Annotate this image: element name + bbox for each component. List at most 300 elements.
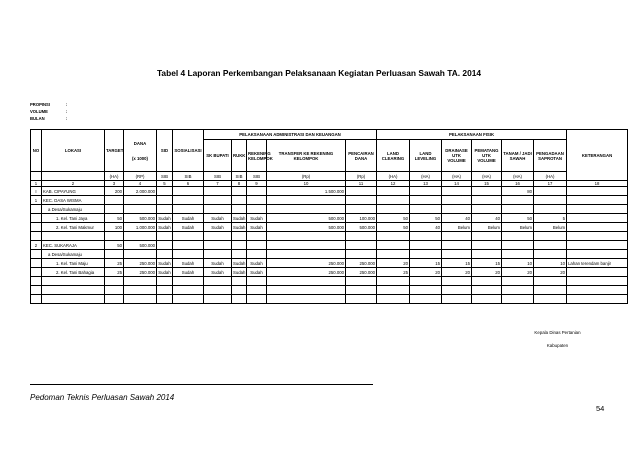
table-cell bbox=[204, 241, 232, 250]
column-number-cell: 18 bbox=[567, 181, 628, 187]
table-cell bbox=[410, 232, 442, 241]
table-cell bbox=[346, 277, 377, 286]
table-cell: 50 bbox=[410, 214, 442, 223]
table-cell bbox=[124, 196, 157, 205]
table-cell: 250.000 bbox=[267, 259, 346, 268]
column-number-cell: 9 bbox=[247, 181, 267, 187]
table-cell bbox=[157, 250, 173, 259]
table-cell: Sudah bbox=[247, 259, 267, 268]
table-cell bbox=[31, 295, 42, 304]
table-cell bbox=[157, 286, 173, 295]
table-cell bbox=[377, 196, 410, 205]
column-number-cell: 15 bbox=[472, 181, 502, 187]
unit-cell: (HA) bbox=[442, 172, 472, 181]
table-cell bbox=[157, 295, 173, 304]
table-cell bbox=[410, 286, 442, 295]
footer-text: Pedoman Teknis Perluasan Sawah 2014 bbox=[30, 393, 175, 402]
table-cell bbox=[232, 286, 247, 295]
header-drainase: DRAINASE UTK VOLUME bbox=[442, 140, 472, 172]
table-cell bbox=[346, 187, 377, 196]
table-cell: Belum bbox=[442, 223, 472, 232]
table-cell bbox=[472, 187, 502, 196]
table-cell bbox=[410, 277, 442, 286]
header-dana-unit: (x 1000) bbox=[131, 155, 148, 161]
table-cell bbox=[204, 250, 232, 259]
table-cell bbox=[502, 286, 534, 295]
table-cell bbox=[157, 241, 173, 250]
table-row bbox=[31, 259, 628, 268]
table-cell bbox=[247, 295, 267, 304]
table-cell bbox=[31, 286, 42, 295]
table-cell bbox=[173, 187, 204, 196]
table-cell: Sudah bbox=[204, 259, 232, 268]
table-cell bbox=[346, 286, 377, 295]
table-cell bbox=[472, 277, 502, 286]
header-pengadaan: PENGADAAN SAPROTAN bbox=[534, 140, 567, 172]
table-cell bbox=[567, 187, 628, 196]
table-cell bbox=[346, 196, 377, 205]
header-land-leveling: LAND LEVELING bbox=[410, 140, 442, 172]
table-cell bbox=[232, 250, 247, 259]
header-rekening: REKENING KELOMPOK bbox=[247, 140, 267, 172]
signature-region: Kabupaten bbox=[546, 343, 569, 348]
meta-label: BULAN bbox=[30, 116, 45, 121]
column-number-cell: 16 bbox=[502, 181, 534, 187]
column-number-cell: 3 bbox=[105, 181, 124, 187]
table-cell bbox=[567, 250, 628, 259]
meta-separator: : bbox=[66, 102, 68, 107]
table-cell: 250.000 bbox=[124, 259, 157, 268]
table-cell: Sudah bbox=[247, 223, 267, 232]
table-cell bbox=[377, 187, 410, 196]
header-pematang: PEMATANG UTK VOLUME bbox=[472, 140, 502, 172]
table-cell bbox=[173, 232, 204, 241]
table-cell bbox=[157, 277, 173, 286]
table-cell bbox=[204, 232, 232, 241]
table-cell: 1.000.000 bbox=[124, 223, 157, 232]
table-cell bbox=[31, 268, 42, 277]
table-row bbox=[31, 205, 628, 214]
table-cell bbox=[105, 232, 124, 241]
table-cell bbox=[534, 286, 567, 295]
table-cell: Sudah bbox=[247, 214, 267, 223]
table-cell bbox=[105, 196, 124, 205]
table-cell bbox=[267, 196, 346, 205]
table-cell: 2 bbox=[31, 241, 42, 250]
units-row bbox=[31, 172, 628, 181]
table-cell bbox=[204, 277, 232, 286]
table-cell bbox=[31, 232, 42, 241]
table-cell: 20 bbox=[410, 268, 442, 277]
unit-cell: SIB bbox=[247, 172, 267, 181]
table-cell bbox=[42, 286, 105, 295]
table-cell bbox=[567, 232, 628, 241]
table-cell: 25 bbox=[377, 268, 410, 277]
table-cell: Sudah bbox=[173, 268, 204, 277]
meta-propinsi bbox=[30, 102, 68, 107]
table-cell bbox=[267, 241, 346, 250]
table-cell bbox=[472, 286, 502, 295]
table-cell bbox=[567, 295, 628, 304]
table-cell bbox=[105, 295, 124, 304]
table-cell bbox=[105, 205, 124, 214]
table-cell: KEC. SUKARAJA bbox=[42, 241, 105, 250]
unit-cell: (HA) bbox=[410, 172, 442, 181]
table-cell: KEC. DASA WISMA bbox=[42, 196, 105, 205]
signature-title: Kepala Dinas Pertanian bbox=[534, 330, 581, 335]
table-cell bbox=[472, 232, 502, 241]
table-cell bbox=[105, 286, 124, 295]
table-row bbox=[31, 187, 628, 196]
table-cell bbox=[346, 232, 377, 241]
table-cell: 20 bbox=[534, 268, 567, 277]
unit-cell: (HA) bbox=[105, 172, 124, 181]
table-cell bbox=[247, 205, 267, 214]
table-cell bbox=[567, 223, 628, 232]
unit-cell: (HA) bbox=[377, 172, 410, 181]
table-cell bbox=[232, 187, 247, 196]
document-title: Tabel 4 Laporan Perkembangan Pelaksanaan Kegiatan Perluasan Sawah TA. 2014 bbox=[156, 68, 482, 78]
table-cell bbox=[247, 241, 267, 250]
table-cell: 2. Kel. Tani Bahagia bbox=[42, 268, 105, 277]
unit-cell: SIB bbox=[157, 172, 173, 181]
table-cell bbox=[42, 277, 105, 286]
table-cell bbox=[232, 205, 247, 214]
table-cell: 500.000 bbox=[124, 241, 157, 250]
table-cell bbox=[124, 232, 157, 241]
table-cell: Sudah bbox=[173, 214, 204, 223]
table-cell: 250.000 bbox=[346, 268, 377, 277]
table-cell: Sudah bbox=[158, 215, 171, 221]
table-cell bbox=[534, 250, 567, 259]
column-number-cell: 14 bbox=[442, 181, 472, 187]
table-cell bbox=[247, 187, 267, 196]
table-cell bbox=[173, 286, 204, 295]
column-number-cell: 7 bbox=[204, 181, 232, 187]
table-cell: 25 bbox=[105, 268, 124, 277]
table-cell: Sudah bbox=[158, 260, 171, 266]
table-cell bbox=[502, 232, 534, 241]
column-number-cell: 10 bbox=[267, 181, 346, 187]
table-cell: 500.000 bbox=[346, 223, 377, 232]
table-cell bbox=[232, 232, 247, 241]
table-cell: 20 bbox=[377, 259, 410, 268]
table-cell bbox=[502, 205, 534, 214]
table-cell: 25 bbox=[105, 259, 124, 268]
table-cell bbox=[534, 205, 567, 214]
table-cell bbox=[157, 187, 173, 196]
table-cell: Sudah bbox=[233, 269, 246, 275]
table-cell bbox=[247, 232, 267, 241]
header-land-clearing: LAND CLEARING bbox=[377, 140, 410, 172]
table-cell: 40 bbox=[410, 223, 442, 232]
column-number-cell: 6 bbox=[173, 181, 204, 187]
table-row bbox=[31, 295, 628, 304]
table-row bbox=[31, 277, 628, 286]
table-cell bbox=[173, 196, 204, 205]
table-cell bbox=[410, 196, 442, 205]
table-cell bbox=[534, 277, 567, 286]
table-row bbox=[31, 223, 628, 232]
table-cell: 20 bbox=[502, 268, 534, 277]
table-cell bbox=[567, 205, 628, 214]
table-cell bbox=[442, 277, 472, 286]
table-cell bbox=[534, 196, 567, 205]
table-cell: Sudah bbox=[204, 214, 232, 223]
table-cell bbox=[502, 295, 534, 304]
table-cell bbox=[124, 286, 157, 295]
table-cell bbox=[567, 196, 628, 205]
table-cell bbox=[42, 232, 105, 241]
table-cell bbox=[124, 250, 157, 259]
table-cell: Lahan terendam banjir bbox=[567, 259, 628, 268]
table-cell bbox=[410, 205, 442, 214]
table-cell bbox=[105, 277, 124, 286]
table-row bbox=[31, 214, 628, 223]
table-cell bbox=[173, 277, 204, 286]
table-cell bbox=[567, 214, 628, 223]
unit-cell: (Rp) bbox=[267, 172, 346, 181]
table-cell bbox=[567, 286, 628, 295]
table-cell bbox=[31, 277, 42, 286]
table-cell bbox=[442, 250, 472, 259]
table-cell: Sudah bbox=[158, 224, 171, 230]
table-cell: 1 bbox=[31, 196, 42, 205]
table-cell bbox=[377, 250, 410, 259]
table-row bbox=[31, 268, 628, 277]
table-cell: 50 bbox=[377, 223, 410, 232]
table-cell bbox=[377, 286, 410, 295]
table-cell bbox=[105, 250, 124, 259]
table-cell bbox=[346, 295, 377, 304]
table-cell bbox=[442, 295, 472, 304]
unit-cell: (HA) bbox=[472, 172, 502, 181]
column-number-cell: 12 bbox=[377, 181, 410, 187]
table-cell bbox=[173, 295, 204, 304]
header-lokasi: LOKASI bbox=[42, 130, 105, 172]
table-cell: Sudah bbox=[204, 223, 232, 232]
progress-table bbox=[30, 129, 628, 304]
column-number-cell: 2 bbox=[42, 181, 105, 187]
table-cell: 10 bbox=[502, 259, 534, 268]
table-cell: 5 bbox=[534, 214, 567, 223]
table-cell: 15 bbox=[442, 259, 472, 268]
table-cell: 500.000 bbox=[267, 214, 346, 223]
table-cell bbox=[247, 196, 267, 205]
header-dana-label: DANA bbox=[133, 140, 147, 146]
table-cell: Sudah bbox=[233, 215, 246, 221]
table-cell: 250.000 bbox=[267, 268, 346, 277]
header-no: NO bbox=[31, 130, 42, 172]
unit-cell: (HA) bbox=[502, 172, 534, 181]
table-cell bbox=[567, 241, 628, 250]
table-cell bbox=[267, 277, 346, 286]
table-cell bbox=[567, 277, 628, 286]
page-number: 54 bbox=[596, 404, 605, 413]
table-cell: Belum bbox=[472, 223, 502, 232]
header-dana bbox=[124, 130, 157, 172]
table-cell bbox=[377, 232, 410, 241]
table-cell bbox=[232, 241, 247, 250]
table-cell bbox=[442, 205, 472, 214]
table-cell: 250.000 bbox=[124, 268, 157, 277]
table-cell bbox=[502, 241, 534, 250]
table-cell: 2. Kel. Tani Makmur bbox=[42, 223, 105, 232]
table-cell: 40 bbox=[442, 214, 472, 223]
table-cell bbox=[346, 250, 377, 259]
table-cell bbox=[267, 205, 346, 214]
table-cell bbox=[31, 259, 42, 268]
table-cell bbox=[442, 241, 472, 250]
table-cell bbox=[502, 277, 534, 286]
table-body bbox=[31, 187, 628, 304]
table-cell bbox=[124, 295, 157, 304]
table-cell bbox=[31, 214, 42, 223]
header-target: TARGET bbox=[105, 130, 124, 172]
table-cell: 20 bbox=[472, 268, 502, 277]
table-cell: 50 bbox=[502, 214, 534, 223]
table-cell bbox=[31, 223, 42, 232]
table-cell: 2.000.000 bbox=[124, 187, 157, 196]
table-cell bbox=[232, 196, 247, 205]
table-row bbox=[31, 232, 628, 241]
table-cell bbox=[410, 250, 442, 259]
meta-volume bbox=[30, 109, 68, 114]
table-cell: KAB. CIPAYUNG bbox=[42, 187, 105, 196]
table-cell: 10 bbox=[534, 259, 567, 268]
column-number-cell: 1 bbox=[31, 181, 42, 187]
meta-separator: : bbox=[66, 116, 68, 121]
column-number-cell: 8 bbox=[232, 181, 247, 187]
table-cell: Sudah bbox=[158, 269, 171, 275]
meta-bulan bbox=[30, 116, 68, 121]
table-row bbox=[31, 196, 628, 205]
table-cell bbox=[173, 241, 204, 250]
table-cell bbox=[472, 205, 502, 214]
header-group-admin: PELAKSANAAN ADMINISTRASI DAN KEUANGAN bbox=[204, 130, 377, 140]
header-tanam: TANAM / JADI SAWAH bbox=[502, 140, 534, 172]
table-cell: 80 bbox=[502, 187, 534, 196]
table-cell: Sudah bbox=[173, 259, 204, 268]
table-cell bbox=[247, 277, 267, 286]
table-cell: 500.000 bbox=[124, 214, 157, 223]
table-cell bbox=[442, 187, 472, 196]
header-pencairan: PENCAIRAN DANA bbox=[346, 140, 377, 172]
table-cell: 50 bbox=[105, 214, 124, 223]
column-number-cell: 11 bbox=[346, 181, 377, 187]
table-cell bbox=[567, 268, 628, 277]
table-cell bbox=[204, 286, 232, 295]
table-cell bbox=[267, 250, 346, 259]
table-cell: 100 bbox=[105, 223, 124, 232]
table-cell bbox=[267, 286, 346, 295]
table-cell: 1. Kel. Tani Jaya bbox=[42, 214, 105, 223]
table-cell: 1. Kel. Tani Maju bbox=[42, 259, 105, 268]
unit-cell: (HA) bbox=[534, 172, 567, 181]
table-cell bbox=[410, 187, 442, 196]
unit-cell: (Rp) bbox=[346, 172, 377, 181]
table-cell bbox=[346, 241, 377, 250]
table-cell bbox=[410, 241, 442, 250]
table-cell: a Desa/Sukamaju bbox=[42, 205, 105, 214]
header-sosialisasi: SOSIALISASI bbox=[173, 130, 204, 172]
table-cell: Sudah bbox=[204, 268, 232, 277]
table-cell bbox=[472, 196, 502, 205]
table-cell bbox=[204, 187, 232, 196]
header-rukk: RUKK bbox=[232, 140, 247, 172]
table-cell bbox=[124, 277, 157, 286]
table-cell bbox=[173, 250, 204, 259]
table-cell: Sudah bbox=[233, 260, 246, 266]
table-cell bbox=[267, 232, 346, 241]
table-cell: a Desa/Sukamaju bbox=[42, 250, 105, 259]
table-cell: Sudah bbox=[173, 223, 204, 232]
table-cell bbox=[442, 286, 472, 295]
table-cell bbox=[472, 250, 502, 259]
table-cell bbox=[534, 295, 567, 304]
table-cell bbox=[410, 295, 442, 304]
table-cell bbox=[247, 286, 267, 295]
header-transfer: TRANSFER KE REKENING KELOMPOK bbox=[267, 140, 346, 172]
unit-cell: SIB bbox=[173, 172, 204, 181]
table-cell bbox=[124, 205, 157, 214]
table-cell bbox=[502, 196, 534, 205]
table-cell bbox=[377, 295, 410, 304]
table-cell: 1.500.000 bbox=[267, 187, 346, 196]
table-cell: Belum bbox=[502, 223, 534, 232]
header-keterangan: KETERANGAN bbox=[567, 130, 628, 181]
table-cell bbox=[42, 295, 105, 304]
table-cell: Sudah bbox=[247, 268, 267, 277]
table-cell: 20 bbox=[442, 268, 472, 277]
table-row bbox=[31, 241, 628, 250]
header-sk-bupati: SK BUPATI bbox=[204, 140, 232, 172]
table-cell bbox=[232, 295, 247, 304]
table-cell bbox=[534, 241, 567, 250]
table-row bbox=[31, 286, 628, 295]
table-row bbox=[31, 250, 628, 259]
table-cell: 250.000 bbox=[346, 259, 377, 268]
table-cell bbox=[232, 277, 247, 286]
table-cell: 500.000 bbox=[267, 223, 346, 232]
table-cell: I bbox=[31, 187, 42, 196]
table-cell bbox=[377, 277, 410, 286]
footer-rule bbox=[30, 384, 373, 385]
table-cell bbox=[442, 232, 472, 241]
table-cell bbox=[157, 205, 173, 214]
table-cell bbox=[534, 187, 567, 196]
table-cell bbox=[472, 295, 502, 304]
table-cell bbox=[157, 196, 173, 205]
unit-cell: SIB bbox=[232, 172, 247, 181]
unit-cell: (RP) bbox=[124, 172, 157, 181]
table-cell: 50 bbox=[105, 241, 124, 250]
table-cell bbox=[346, 205, 377, 214]
meta-label: PROPINSI bbox=[30, 102, 51, 107]
table-cell bbox=[502, 250, 534, 259]
table-cell bbox=[472, 241, 502, 250]
table-cell bbox=[173, 205, 204, 214]
table-cell bbox=[267, 295, 346, 304]
table-cell: 15 bbox=[472, 259, 502, 268]
column-number-cell: 17 bbox=[534, 181, 567, 187]
table-cell bbox=[247, 250, 267, 259]
table-cell bbox=[204, 295, 232, 304]
meta-label: VOLUME bbox=[30, 109, 48, 114]
table-cell: 100.000 bbox=[346, 214, 377, 223]
table-cell: 40 bbox=[472, 214, 502, 223]
column-number-cell: 5 bbox=[157, 181, 173, 187]
